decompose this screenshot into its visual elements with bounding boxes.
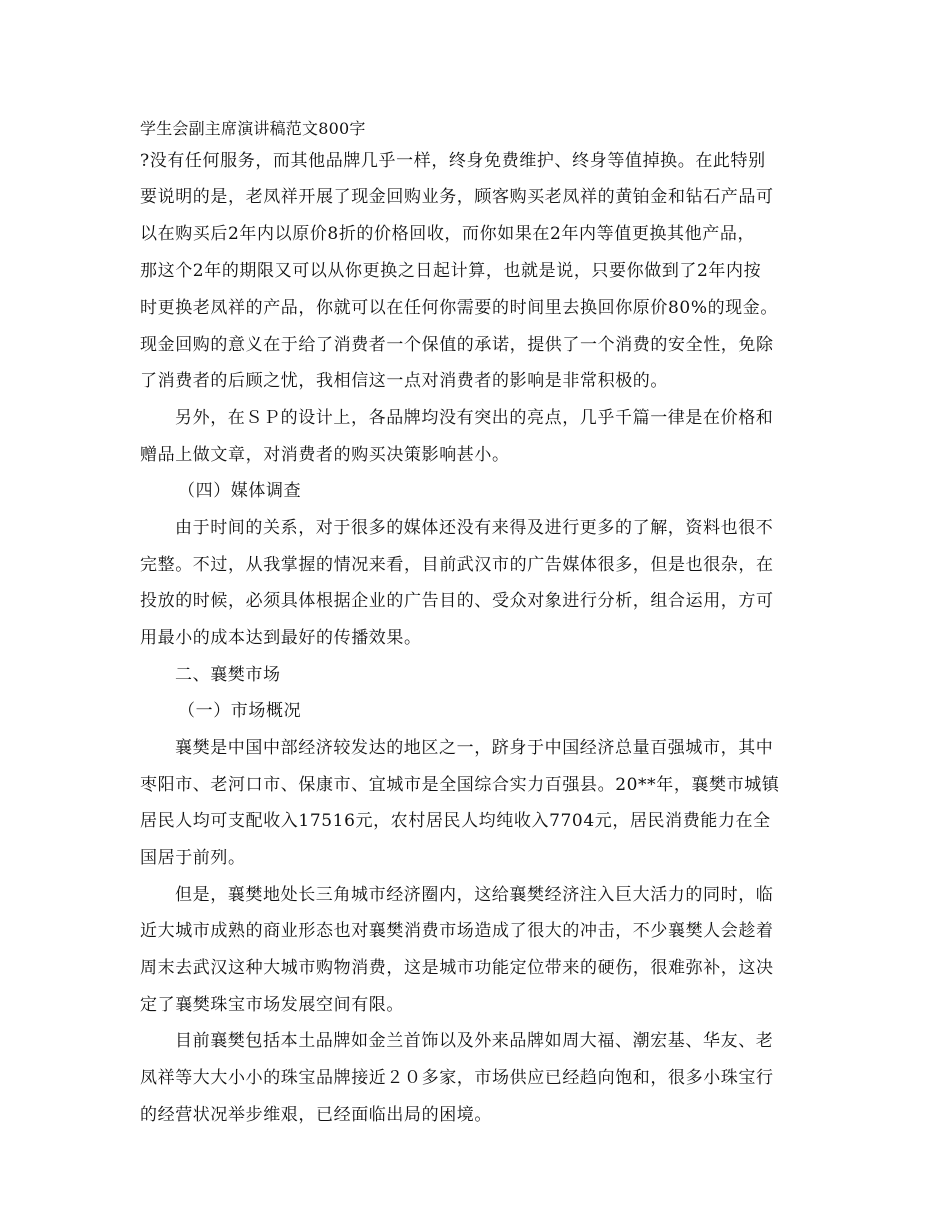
paragraph-line: 现金回购的意义在于给了消费者一个保值的承诺，提供了一个消费的安全性，免除 <box>140 335 774 355</box>
paragraph-line: 枣阳市、老河口市、保康市、宜城市是全国综合实力百强县。20**年，襄樊市城镇 <box>140 775 780 795</box>
paragraph-line: 了消费者的后顾之忧，我相信这一点对消费者的影响是非常积极的。 <box>140 371 668 391</box>
paragraph-line: 赠品上做文章，对消费者的购买决策影响甚小。 <box>140 445 510 465</box>
document-title: 学生会副主席演讲稿范文800字 <box>140 119 366 138</box>
paragraph-line: 以在购买后2年内以原价8折的价格回收，而你如果在2年内等值更换其他产品， <box>140 224 756 244</box>
paragraph-line: 的经营状况举步维艰，已经面临出局的困境。 <box>140 1105 492 1125</box>
section-heading: （四）媒体调查 <box>178 481 302 501</box>
paragraph-line: 用最小的成本达到最好的传播效果。 <box>140 628 422 648</box>
paragraph-line: 近大城市成熟的商业形态也对襄樊消费市场造成了很大的冲击，不少襄樊人会趁着 <box>140 921 774 941</box>
paragraph-line: 那这个2年的期限又可以从你更换之日起计算，也就是说，只要你做到了2年内按 <box>140 261 762 281</box>
paragraph-line: 国居于前列。 <box>140 848 246 868</box>
paragraph-line: 但是，襄樊地处长三角城市经济圈内，这给襄樊经济注入巨大活力的同时，临 <box>175 885 774 905</box>
paragraph-line: 定了襄樊珠宝市场发展空间有限。 <box>140 995 404 1015</box>
paragraph-line: 另外，在ＳＰ的设计上，各品牌均没有突出的亮点，几乎千篇一律是在价格和 <box>175 408 774 428</box>
paragraph-line: 时更换老凤祥的产品，你就可以在任何你需要的时间里去换回你原价80%的现金。 <box>140 298 778 318</box>
paragraph-line: 襄樊是中国中部经济较发达的地区之一，跻身于中国经济总量百强城市，其中 <box>175 738 774 758</box>
paragraph-line: 要说明的是，老凤祥开展了现金回购业务，顾客购买老凤祥的黄铂金和钻石产品可 <box>140 187 774 207</box>
paragraph-line: 由于时间的关系，对于很多的媒体还没有来得及进行更多的了解，资料也很不 <box>175 518 774 538</box>
subsection-heading: （一）市场概况 <box>178 701 302 721</box>
section-heading: 二、襄樊市场 <box>175 665 281 685</box>
paragraph-line: 居民人均可支配收入17516元，农村居民人均纯收入7704元，居民消费能力在全 <box>140 811 771 831</box>
paragraph-line: 投放的时候，必须具体根据企业的广告目的、受众对象进行分析，组合运用，方可 <box>140 591 774 611</box>
paragraph-line: 目前襄樊包括本土品牌如金兰首饰以及外来品牌如周大福、潮宏基、华友、老 <box>175 1031 774 1051</box>
paragraph-line: 周末去武汉这种大城市购物消费，这是城市功能定位带来的硬伤，很难弥补，这决 <box>140 958 774 978</box>
paragraph-line: 凤祥等大大小小的珠宝品牌接近２０多家，市场供应已经趋向饱和，很多小珠宝行 <box>140 1068 774 1088</box>
paragraph-line: ?没有任何服务，而其他品牌几乎一样，终身免费维护、终身等值掉换。在此特别 <box>140 151 766 171</box>
paragraph-line: 完整。不过，从我掌握的情况来看，目前武汉市的广告媒体很多，但是也很杂，在 <box>140 555 774 575</box>
